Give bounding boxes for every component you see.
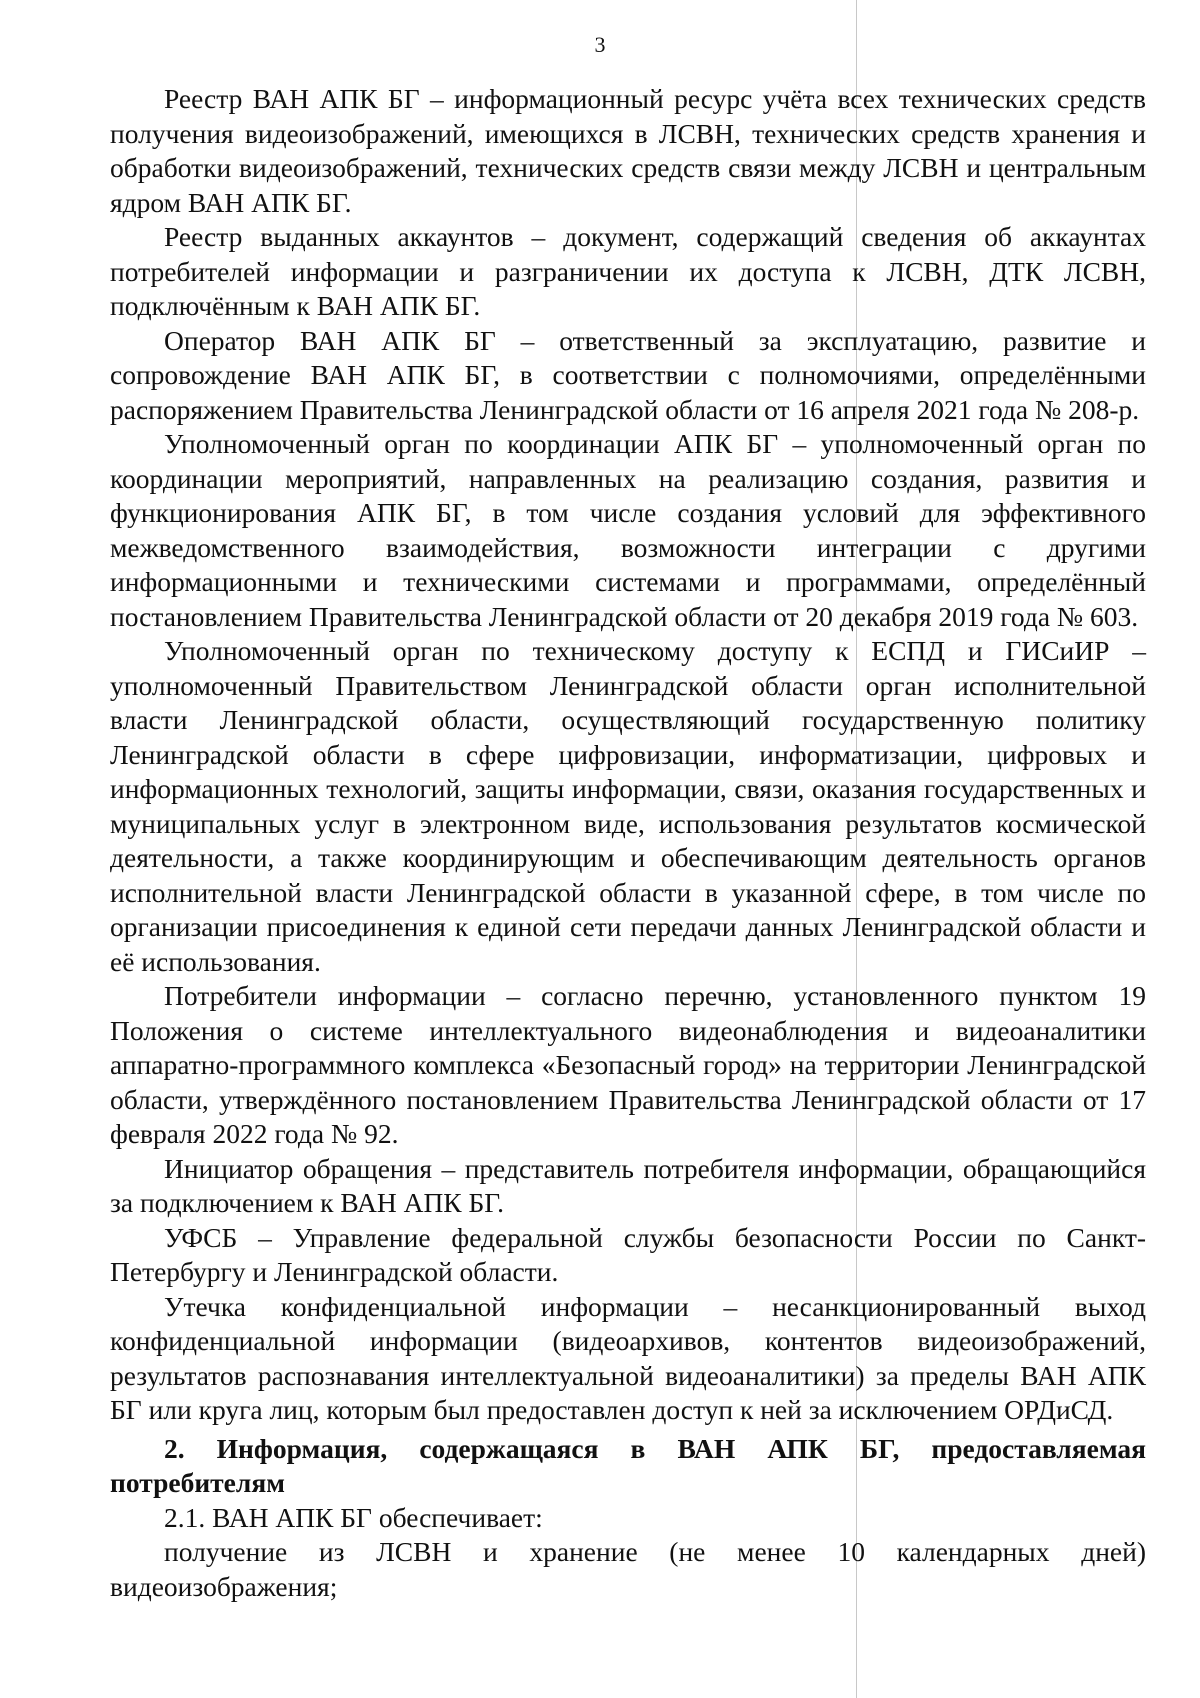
definition-paragraph: Утечка конфиденциальной информации – несанкционированный выход конфиденциальной информации (видеоархивов, контентов видеоизображений, результатов распознавания интеллектуальной видеоаналитики) за пределы ВАН АПК БГ или круга лиц, которым был предоставлен доступ к ней за исключением ОРДиСД. bbox=[110, 1290, 1146, 1425]
definition-paragraph: Реестр выданных аккаунтов – документ, содержащий сведения об аккаунтах потребителей информации и разграничении их доступа к ЛСВН, ДТК ЛСВН, подключённым к ВАН АПК БГ. bbox=[110, 221, 1146, 321]
definition-paragraph: Оператор ВАН АПК БГ – ответственный за эксплуатацию, развитие и сопровождение ВАН АПК БГ, в соответствии с полномочиями, определёнными распоряжением Правительства Ленинградской области от 16 апреля 2021 года № 208-р. bbox=[110, 324, 1146, 425]
section-heading: 2. Информация, содержащаяся в ВАН АПК БГ, предоставляемая потребителям bbox=[110, 1432, 1146, 1498]
page-number: 3 bbox=[594, 32, 606, 57]
document-body bbox=[110, 82, 1146, 1604]
definition-paragraph: Реестр ВАН АПК БГ – информационный ресурс учёта всех технических средств получения видеоизображений, имеющихся в ЛСВН, технических средств хранения и обработки видеоизображений, технических средств связи между ЛСВН и центральным ядром ВАН АПК БГ. bbox=[110, 83, 1146, 218]
definition-paragraph: Уполномоченный орган по координации АПК БГ – уполномоченный орган по координации мероприятий, направленных на реализацию создания, развития и функционирования АПК БГ, в том числе создания условий для эффективного межведомственного взаимодействия, возможности интеграции с другими информационными и техническими системами и программами, определённый постановлением Правительства Ленинградской области от 20 декабря 2019 года № 603. bbox=[110, 428, 1146, 632]
definition-paragraph: Инициатор обращения – представитель потребителя информации, обращающийся за подключением к ВАН АПК БГ. bbox=[110, 1152, 1146, 1218]
clause-paragraph: 2.1. ВАН АПК БГ обеспечивает: bbox=[164, 1501, 543, 1533]
clause-item: получение из ЛСВН и хранение (не менее 10 календарных дней) видеоизображения; bbox=[110, 1536, 1146, 1602]
definition-paragraph: УФСБ – Управление федеральной службы безопасности России по Санкт-Петербургу и Ленинградской области. bbox=[110, 1221, 1146, 1287]
definition-paragraph: Уполномоченный орган по техническому доступу к ЕСПД и ГИСиИР – уполномоченный Правительством Ленинградской области орган исполнительной власти Ленинградской области, осуществляющий государственную политику Ленинградской области в сфере цифровизации, информатизации, цифровых и информационных технологий, защиты информации, связи, оказания государственных и муниципальных услуг в электронном виде, использования результатов космической деятельности, а также координирующим и обеспечивающим деятельность органов исполнительной власти Ленинградской области в указанной сфере, в том числе по организации присоединения к единой сети передачи данных Ленинградской области и её использования. bbox=[110, 635, 1146, 977]
definition-paragraph: Потребители информации – согласно перечню, установленного пунктом 19 Положения о системе интеллектуального видеонаблюдения и видеоаналитики аппаратно-программного комплекса «Безопасный город» на территории Ленинградской области, утверждённого постановлением Правительства Ленинградской области от 17 февраля 2022 года № 92. bbox=[110, 980, 1146, 1149]
